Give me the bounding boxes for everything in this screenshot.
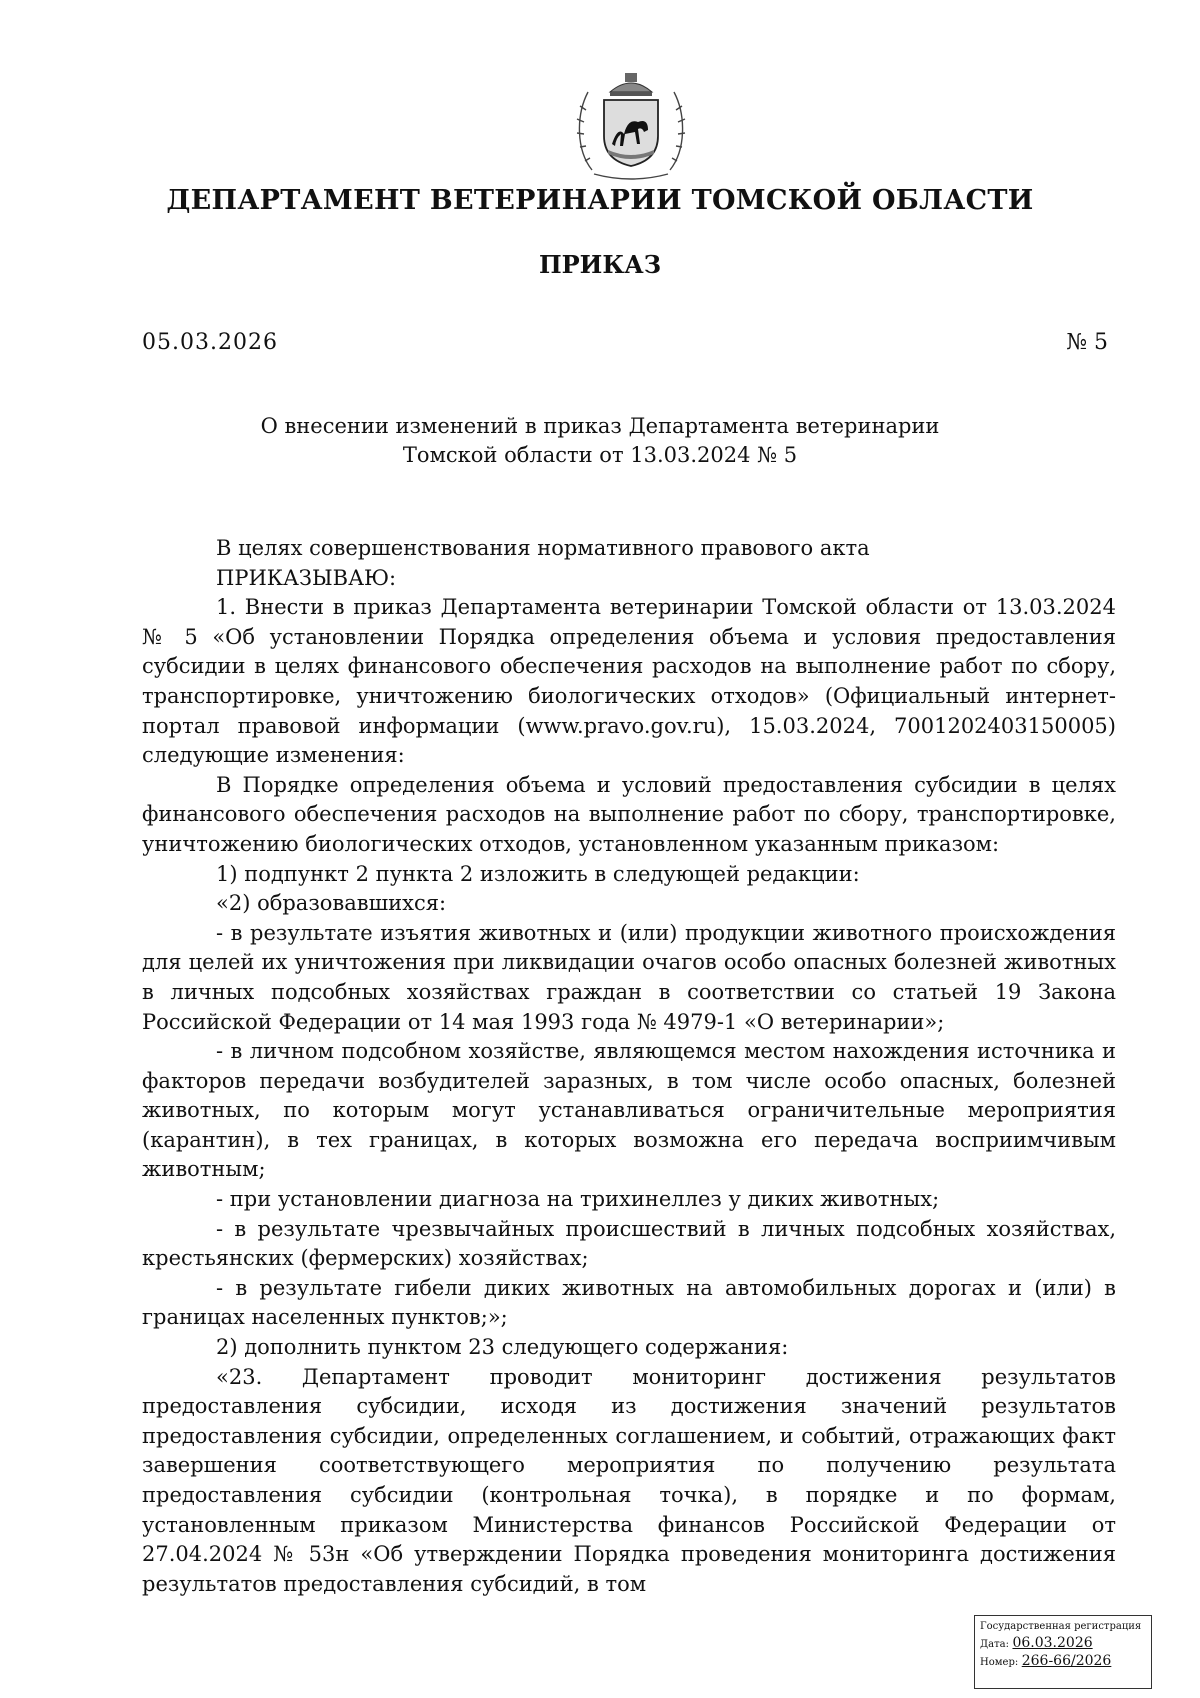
- paragraph-order: ПРИКАЗЫВАЮ:: [216, 565, 397, 590]
- registration-date-row: [980, 1635, 1146, 1653]
- registration-number-label: Номер:: [980, 1657, 1019, 1668]
- document-subject: [0, 412, 1200, 470]
- paragraph: 1) подпункт 2 пункта 2 изложить в следующей редакции:: [216, 861, 860, 886]
- paragraph: «23. Департамент проводит мониторинг достижения результатов предоставления субсидии, исходя из достижения значений результатов предоставления субсидии, определенных соглашением, и событий, отражающих факт завершения соответствующего мероприятия по получению результата предоставления субсидии (контрольная точка), в порядке и по формам, установленным приказом Министерства финансов Российской Федерации от 27.04.2024 № 53н «Об утверждении Порядка проведения мониторинга достижения результатов предоставления субсидий, в том: [142, 1364, 1116, 1596]
- paragraph: - в результате изъятия животных и (или) продукции животного происхождения для целей их уничтожения при ликвидации очагов особо опасных болезней животных в личных подсобных хозяйствах граждан в соответствии со статьей 19 Закона Российской Федерации от 14 мая 1993 года № 4979-1 «О ветеринарии»;: [142, 920, 1116, 1034]
- registration-number: 266-66/2026: [1021, 1653, 1112, 1669]
- subject-line-2: Томской области от 13.03.2024 № 5: [402, 443, 798, 467]
- document-date: 05.03.2026: [142, 330, 278, 355]
- registration-stamp: [974, 1615, 1152, 1689]
- paragraph: В Порядке определения объема и условий предоставления субсидии в целях финансового обеспечения расходов на выполнение работ по сбору, транспортировке, уничтожению биологических отходов, установленном указанным приказом:: [142, 772, 1116, 856]
- registration-title: Государственная регистрация: [980, 1621, 1142, 1632]
- paragraph: «2) образовавшихся:: [216, 891, 447, 916]
- registration-date: 06.03.2026: [1012, 1635, 1093, 1651]
- registration-number-row: [980, 1653, 1146, 1671]
- paragraph: - в результате чрезвычайных происшествий в личных подсобных хозяйствах, крестьянских (фермерских) хозяйствах;: [142, 1216, 1116, 1271]
- document-body: [142, 534, 1116, 1599]
- paragraph-item-1: 1. Внести в приказ Департамента ветеринарии Томской области от 13.03.2024 № 5 «Об установлении Порядка определения объема и условия предоставления субсидии в целях финансового обеспечения расходов на выполнение работ по сбору, транспортировке, уничтожению биологических отходов» (Официальный интернет-портал правовой информации (www.pravo.gov.ru), 15.03.2024, 7001202403150005) следующие изменения:: [142, 595, 1116, 768]
- paragraph: 2) дополнить пунктом 23 следующего содержания:: [216, 1335, 789, 1360]
- paragraph: - в результате гибели диких животных на автомобильных дорогах и (или) в границах населенных пунктов;»;: [142, 1275, 1116, 1330]
- registration-date-label: Дата:: [980, 1639, 1009, 1650]
- paragraph-intro: В целях совершенствования нормативного правового акта: [216, 536, 870, 560]
- organization-title: ДЕПАРТАМЕНТ ВЕТЕРИНАРИИ ТОМСКОЙ ОБЛАСТИ: [166, 185, 1034, 216]
- subject-line-1: О внесении изменений в приказ Департамента ветеринарии: [260, 414, 940, 438]
- paragraph: - в личном подсобном хозяйстве, являющемся местом нахождения источника и факторов передачи возбудителей заразных, в том числе особо опасных, болезней животных, по которым могут устанавливаться ограничительные мероприятия (карантин), в тех границах, в которых возможна его передача восприимчивым животным;: [142, 1039, 1116, 1182]
- document-number: № 5: [1066, 330, 1108, 355]
- document-type: ПРИКАЗ: [538, 250, 662, 279]
- coat-of-arms-icon: [572, 70, 690, 188]
- paragraph: - при установлении диагноза на трихинеллез у диких животных;: [216, 1187, 940, 1212]
